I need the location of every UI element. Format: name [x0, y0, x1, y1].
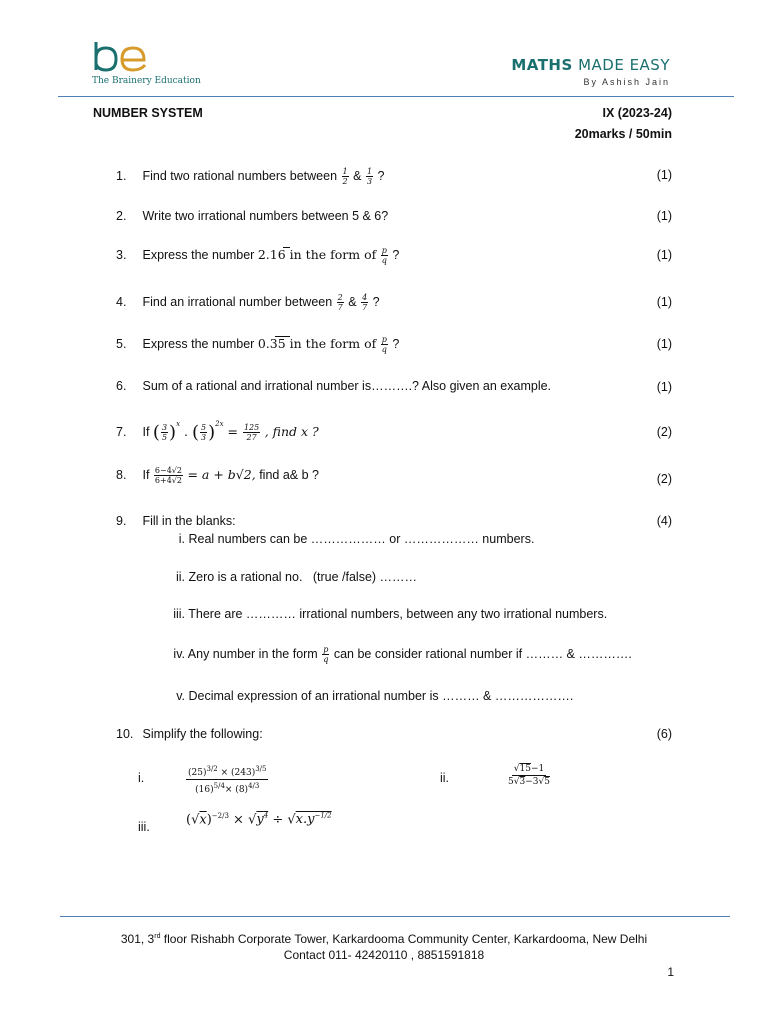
fraction: $\frac{1}{3}$ [366, 167, 373, 186]
blank-item: i. Real numbers can be ……………… or ……………… numbers. [178, 532, 535, 546]
brainery-logo [92, 40, 202, 90]
fraction: $\frac{p}{q}$ [381, 246, 387, 265]
marks: (4) [656, 514, 672, 528]
marks: (1) [656, 209, 672, 223]
page-number: 1 [667, 965, 674, 979]
marks: (1) [656, 295, 672, 309]
fraction: $\frac{2}{7}$ [337, 293, 343, 312]
question-number: 9. [116, 514, 127, 528]
question-number: 10. [116, 727, 134, 741]
brainery-logo-icon [92, 40, 152, 76]
question-text: Write two irrational numbers between 5 & 6? [142, 209, 389, 223]
marks: (1) [656, 248, 672, 262]
question-number: 2. [116, 209, 127, 223]
recurring-bar [283, 247, 290, 248]
recurring-decimal: 0.35 [258, 336, 290, 351]
blank-item: v. Decimal expression of an irrational number is ……… & ………………. [176, 689, 574, 703]
question-7: 7. If ( $\frac{3}{5}$ )$^x$ . ( $\frac{5}{3}$ )$^{2x}$ = $\frac{125}{27}$ , find x ? [116, 420, 319, 443]
fraction: $\frac{125}{27}$ [243, 423, 260, 443]
question-8: 8. If $\frac{6-4√2}{6+4√2}$ = a + b√2, find a& b ? [116, 466, 319, 485]
question-4: 4. Find an irrational number between $\frac{2}{7}$ & $\frac{4}{7}$ ? [116, 293, 380, 312]
simplify-i-number: i. [138, 771, 145, 785]
question-6 [116, 379, 551, 393]
simplify-iii-expression: $(√x)^{-2/3} \times √y^4 \div √x.y^{-1/2}$ [186, 812, 332, 828]
question-number: 4. [116, 294, 127, 309]
brand-rest: MADE EASY [572, 56, 670, 74]
fraction: $\frac{6-4√2}{6+4√2}$ [154, 466, 182, 485]
footer-rule [60, 916, 730, 917]
question-text: Find two rational numbers between [142, 168, 338, 183]
question-text: Sum of a rational and irrational number is……….? Also given an example. [142, 379, 552, 393]
question-text: Find an irrational number between [142, 294, 333, 309]
marks: (1) [656, 380, 672, 394]
question-number: 7. [116, 425, 127, 439]
fraction: $\frac{p}{q}$ [381, 335, 387, 354]
exponent-expression: ( $\frac{3}{5}$ )$^x$ . ( $\frac{5}{3}$ )$^{2x}$ = [152, 420, 242, 443]
question-text: Fill in the blanks: [142, 514, 236, 528]
fraction: $\frac{1}{2}$ [342, 167, 348, 186]
footer-contact: Contact 011- 42420110 , 8851591818 [283, 948, 485, 962]
blank-item: ii. Zero is a rational no. (true /false) ……… [175, 570, 418, 584]
fraction: $\frac{4}{7}$ [362, 293, 368, 312]
simplify-ii-expression: $\frac{√15-1}{5√3-3√5}$ [508, 764, 550, 787]
marks: (2) [656, 425, 672, 439]
question-9 [116, 514, 236, 528]
question-number: 8. [116, 467, 127, 482]
question-10 [116, 727, 263, 741]
simplify-iii-number: iii. [138, 820, 150, 834]
brand-title [511, 56, 670, 74]
marks: (1) [656, 337, 672, 351]
question-number: 3. [116, 247, 127, 262]
recurring-bar [275, 336, 290, 337]
marks: (1) [656, 168, 672, 182]
simplify-ii-number: ii. [440, 771, 450, 785]
recurring-decimal: 2.16 [258, 247, 290, 262]
question-5: 5. Express the number 0.35 in the form of $\frac{p}{q}$ ? [116, 335, 400, 354]
question-2 [116, 209, 388, 223]
subject-title: NUMBER SYSTEM [93, 106, 203, 120]
question-number: 6. [116, 379, 127, 393]
brand-subtitle: By Ashish Jain [583, 77, 670, 87]
class-year: IX (2023-24) [602, 106, 672, 120]
question-number: 1. [116, 168, 127, 183]
header-rule [58, 96, 734, 97]
marks: (6) [656, 727, 672, 741]
marks-time: 20marks / 50min [574, 127, 672, 141]
question-3: 3. Express the number 2.16 in the form of $\frac{p}{q}$ ? [116, 246, 400, 265]
brand-block [511, 56, 670, 87]
question-text: Simplify the following: [142, 727, 263, 741]
fraction: $\frac{p}{q}$ [323, 645, 329, 664]
question-1: 1. Find two rational numbers between $\frac{1}{2}$ & $\frac{1}{3}$ ? [116, 167, 385, 186]
blank-item: iii. There are ………… irrational numbers, between any two irrational numbers. [173, 607, 608, 621]
blank-item: iv. Any number in the form $\frac{p}{q}$ can be consider rational number if ……… & …………. [173, 645, 632, 664]
question-number: 5. [116, 336, 127, 351]
footer-address: 301, 3rd floor Rishabh Corporate Tower, Karkardooma Community Center, Karkardooma, New Delhi [120, 932, 648, 946]
brainery-logo-text: The Brainery Education [92, 76, 201, 86]
brand-bold: MATHS [511, 56, 573, 74]
marks: (2) [656, 472, 672, 486]
simplify-i-expression: $\frac{(25)^{3/2} \times (243)^{3/5}}{(16)^{5/4}\times (8)^{4/3}}$ [188, 765, 267, 795]
